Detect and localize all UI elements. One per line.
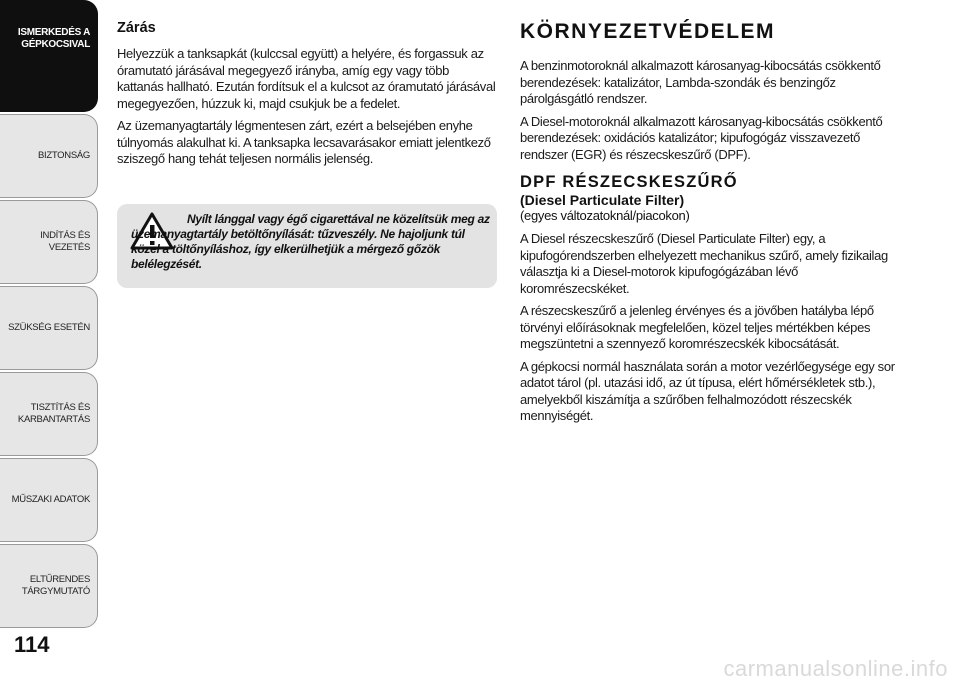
dpf-subheading: (Diesel Particulate Filter) <box>520 192 685 208</box>
tab-inditas-es-vezetes[interactable]: INDÍTÁS ÉS VEZETÉS <box>0 200 98 284</box>
tab-szukseg-eseten[interactable]: SZÜKSÉG ESETÉN <box>0 286 98 370</box>
paragraph: A gépkocsi normál használata során a motor vezérlőegysége egy sor adatot tárol (pl. utazási idő, az út típusa, elért hőmérsékletek stb.), amelyekből kiszámítja a szűrőben felhalmozódott részecskék mennyiségét. <box>520 358 895 423</box>
section-heading-dpf: DPF RÉSZECSKESZŰRŐ <box>520 173 738 191</box>
warning-text: Nyílt lánggal vagy égő cigarettával ne közelítsük meg az üzemanyagtartály betöltőnyílását: tűzveszély. Ne hajoljunk túl közel a töltőnyíláshoz, így elkerülhetjük a mérgező gőzök belélegzését. <box>131 212 490 271</box>
page-number: 114 <box>14 632 50 657</box>
paragraph: Az üzemanyagtartály légmentesen zárt, ezért a belsejében enyhe túlnyomás alakulhat ki. A tanksapka lecsavarásakor emiatt jelentkező sziszegő hang tehát teljesen normális jelenség. <box>117 118 491 166</box>
right-column <box>520 20 910 431</box>
dpf-note: (egyes változatoknál/piacokon) <box>520 208 690 223</box>
tab-muszaki-adatok[interactable]: MŰSZAKI ADATOK <box>0 458 98 542</box>
warning-box <box>117 204 497 288</box>
paragraph: Helyezzük a tanksapkát (kulccsal együtt) a helyére, és forgassuk az óramutató járásával megegyező irányba, amíg egy vagy több kattanás hallható. Ezután fordítsuk el a kulcsot az óramutató járásával megegyezően, húzzuk ki, majd csukjuk be a fedelet. <box>117 46 496 111</box>
left-column <box>117 20 497 174</box>
tab-biztonsag[interactable]: BIZTONSÁG <box>0 114 98 198</box>
paragraph: A részecskeszűrő a jelenleg érvényes és a jövőben hatályba lépő törvényi előírásoknak megfelelően, közel teljes mértékben képes megszüntetni a szennyező koromrészecskék kibocsátását. <box>520 303 874 351</box>
tab-targymutato[interactable]: ELTŰRENDES TÁRGYMUTATÓ <box>0 544 98 628</box>
paragraph: A benzinmotoroknál alkalmazott károsanyag-kibocsátás csökkentő berendezések: katalizátor, Lambda-szondák és benzingőz párolgásgátló rendszer. <box>520 58 881 106</box>
tab-ismerkedes[interactable]: ISMERKEDÉS A GÉPKOCSIVAL <box>0 0 98 112</box>
tab-tisztitas-es-karbantartas[interactable]: TISZTÍTÁS ÉS KARBANTARTÁS <box>0 372 98 456</box>
section-heading-kornyezetvedelem: KÖRNYEZETVÉDELEM <box>520 20 776 43</box>
sidebar-tabs <box>0 0 100 640</box>
watermark: carmanualsonline.info <box>723 656 948 681</box>
section-heading-zaras: Zárás <box>117 20 156 36</box>
paragraph: A Diesel-motoroknál alkalmazott károsanyag-kibocsátás csökkentő berendezések: oxidációs katalizátor; kipufogógáz visszavezető rendszer (EGR) és részecskeszűrő (DPF). <box>520 113 883 162</box>
paragraph: A Diesel részecskeszűrő (Diesel Particulate Filter) egy, a kipufogórendszerben elhelyezett mechanikus szűrő, amely fizikailag választja ki a Diesel-motorok kipufogógázában lévő koromrészecskéket. <box>520 231 888 296</box>
